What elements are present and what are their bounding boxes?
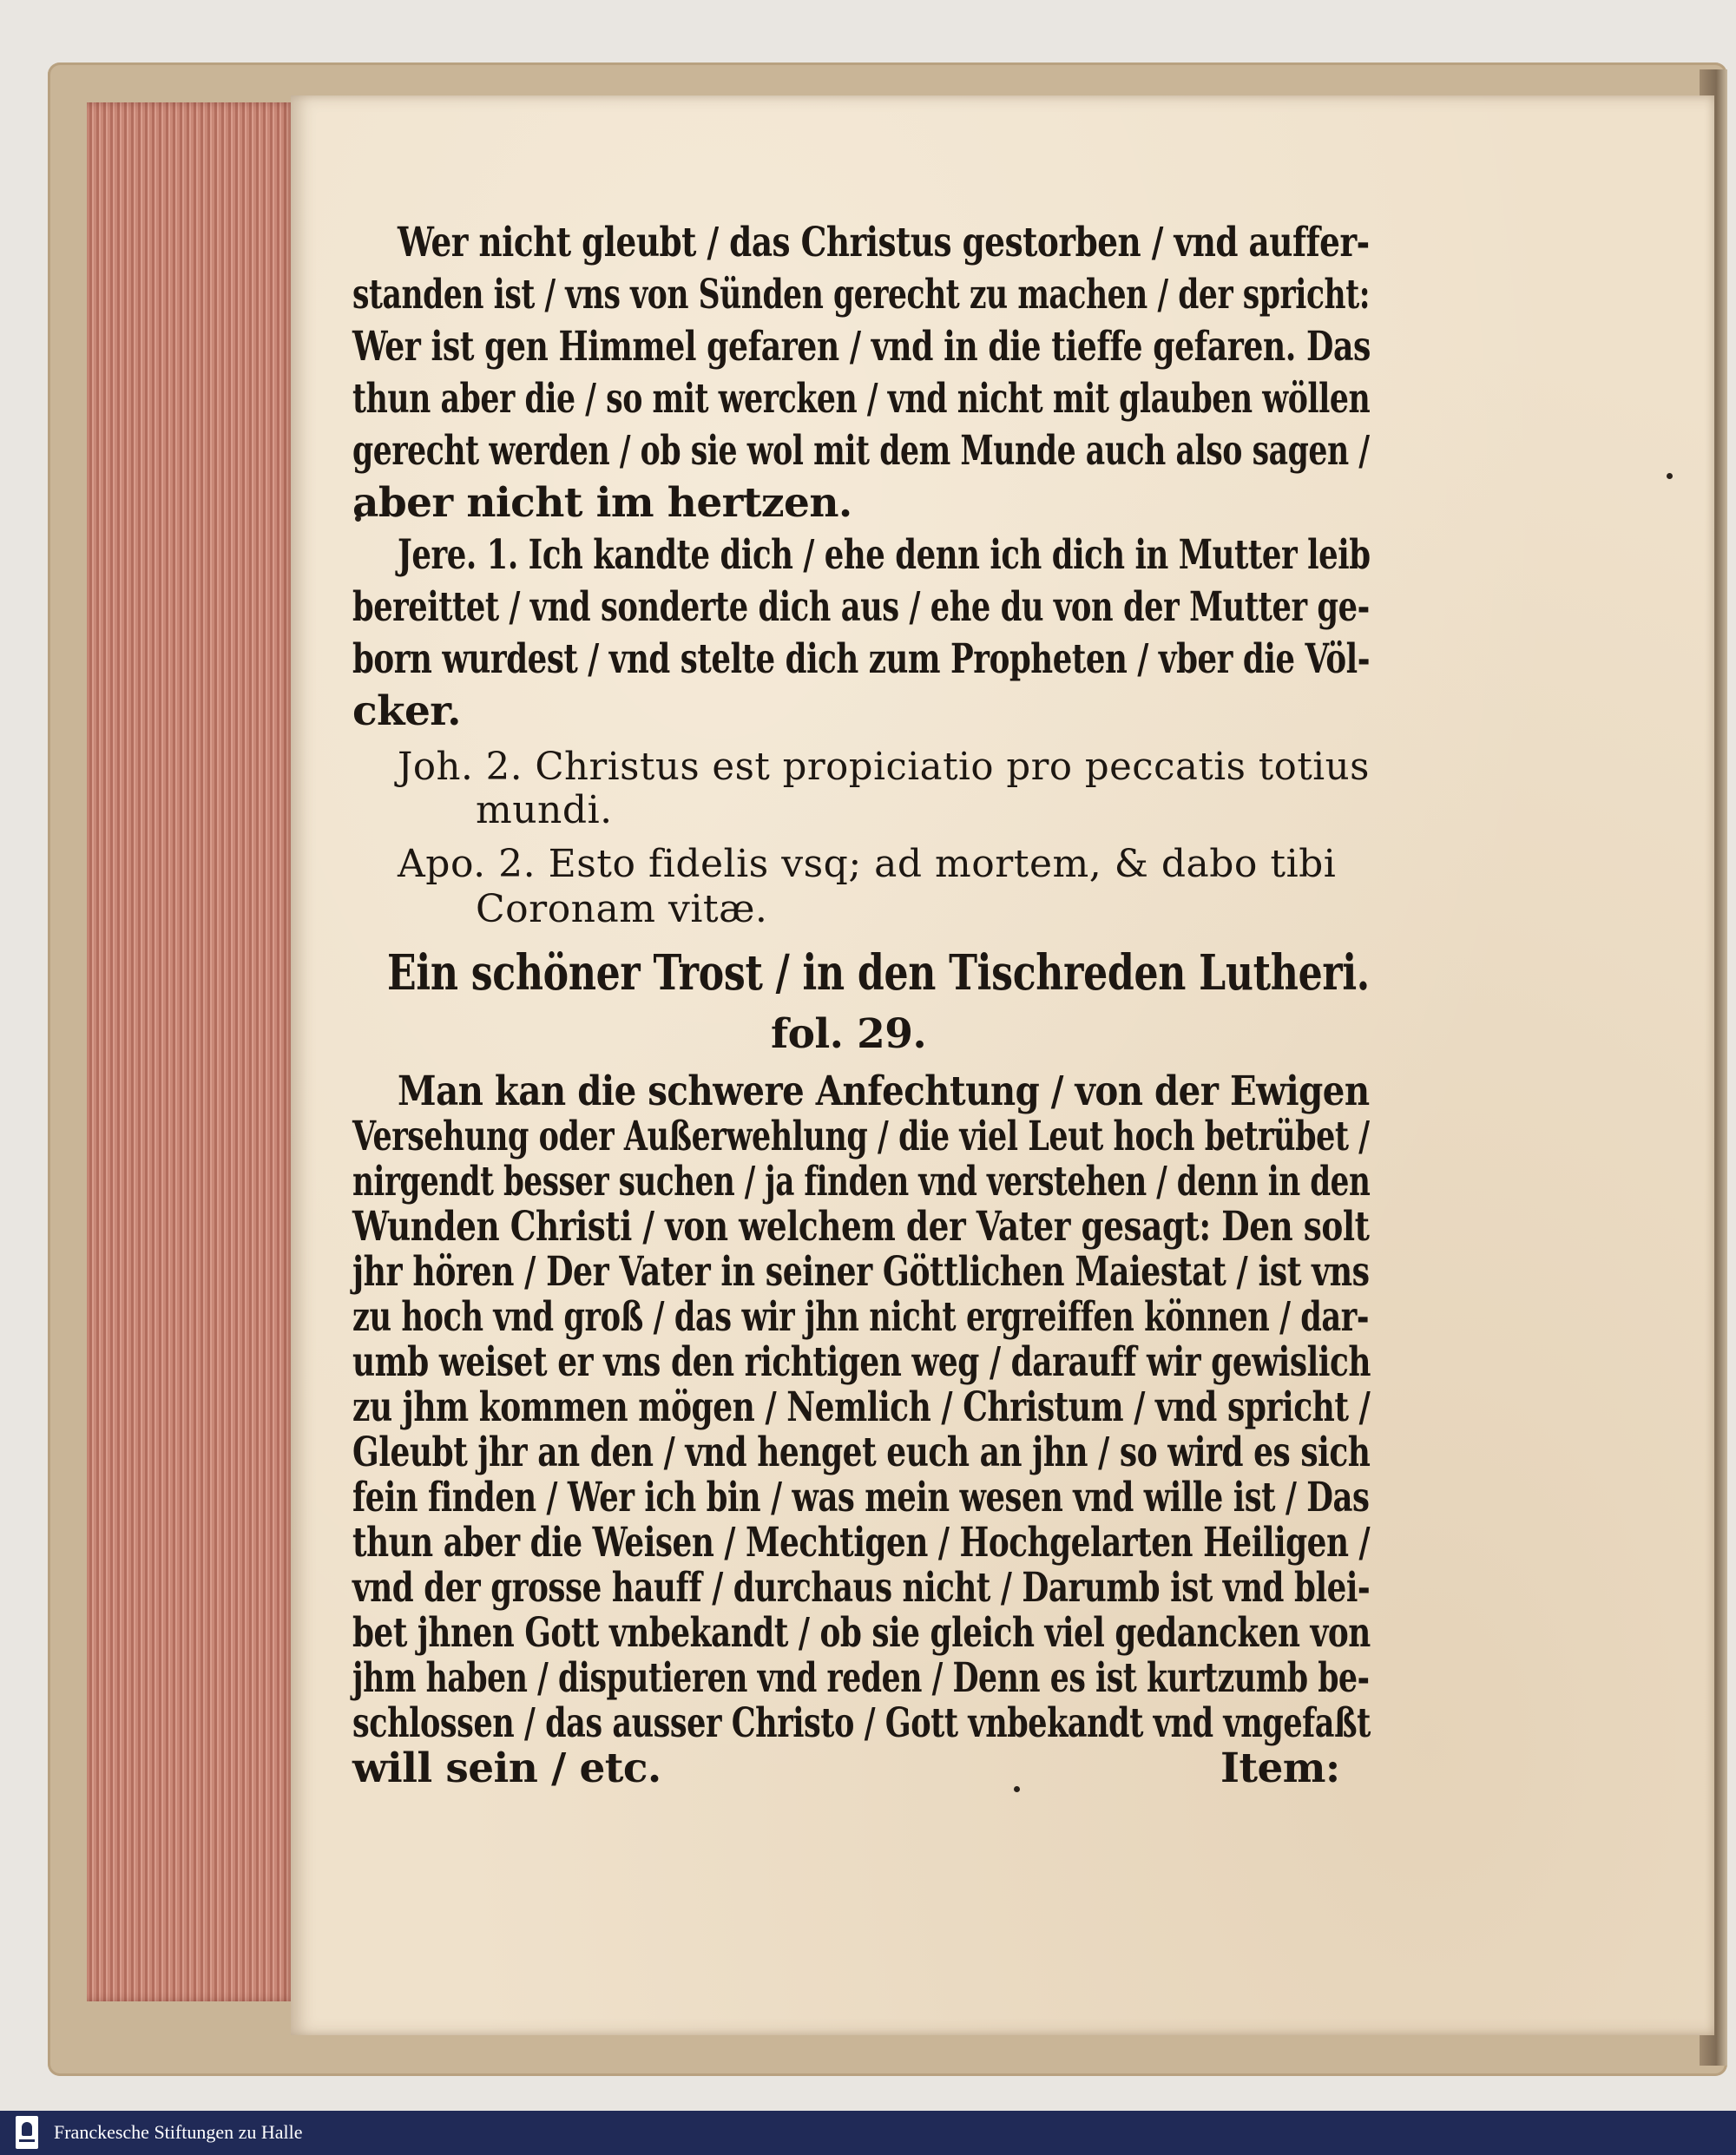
latin-line: mundi. [476,788,613,832]
text-line: Man kan die schwere Anfechtung / von der Ewigen [398,1068,1370,1115]
text-line: jhr hören / Der Vater in seiner Göttlichen Maiestat / ist vns [352,1248,1370,1296]
page-block-edge [87,102,295,2001]
text-line: thun aber die Weisen / Mechtigen / Hochgelarten Heiligen / [352,1519,1371,1567]
catchword: Item: [1220,1744,1340,1792]
text-line: Wunden Christi / von welchem der Vater gesagt: Den solt [352,1203,1370,1251]
text-line: Wer nicht gleubt / das Christus gestorben / vnd auffer- [398,219,1370,266]
text-line: aber nicht im hertzen. [352,479,852,527]
text-line: gerecht werden / ob sie wol mit dem Munde auch also sagen / [352,427,1370,475]
text-line: bereittet / vnd sonderte dich aus / ehe du von der Mutter ge- [352,583,1370,631]
text-line: Wer ist gen Himmel gefaren / vnd in die tieffe gefaren. Das [352,323,1371,371]
text-line: schlossen / das ausser Christo / Gott vnbekandt vnd vngefaßt [352,1699,1371,1747]
text-line: bet jhnen Gott vnbekandt / ob sie gleich viel gedancken von [352,1609,1371,1657]
text-line: zu hoch vnd groß / das wir jhn nicht ergreiffen können / dar- [352,1293,1369,1341]
text-line: Versehung oder Außerwehlung / die viel Leut hoch betrübet / [352,1113,1370,1160]
latin-line: Joh. 2. Christus est propiciatio pro peccatis totius [398,745,1370,789]
section-heading: Ein schöner Trost / in den Tischreden Lutheri. [387,944,1370,1002]
text-line: nirgendt besser suchen / ja finden vnd verstehen / denn in den [352,1158,1371,1206]
ink-speck [1667,473,1673,479]
text-line: zu jhm kommen mögen / Nemlich / Christum / vnd spricht / [352,1383,1371,1431]
text-line: thun aber die / so mit wercken / vnd nicht mit glauben wöllen [352,375,1371,423]
text-line: vnd der grosse hauff / durchaus nicht / Darumb ist vnd blei- [352,1564,1371,1612]
text-line: jhm haben / disputieren vnd reden / Denn es ist kurtzumb be- [352,1654,1370,1702]
text-line: umb weiset er vns den richtigen weg / darauff wir gewislich [352,1338,1371,1386]
text-line: standen ist / vns von Sünden gerecht zu machen / der spricht: [352,271,1371,319]
text-line: born wurdest / vnd stelte dich zum Propheten / vber die Völ- [352,635,1371,683]
footer-bar [0,2111,1736,2155]
text-line: fein finden / Wer ich bin / was mein wesen vnd wille ist / Das [352,1474,1370,1521]
text-line: Jere. 1. Ich kandte dich / ehe denn ich dich in Mutter leib [398,531,1371,579]
institution-logo-icon [16,2116,38,2149]
ink-speck [1014,1786,1020,1792]
text-line: will sein / etc. [352,1744,661,1792]
text-line: Gleubt jhr an den / vnd henget euch an jhn / so wird es sich [352,1429,1371,1476]
folio-reference: fol. 29. [771,1010,927,1058]
footer-institution: Franckesche Stiftungen zu Halle [54,2121,303,2143]
text-line: cker. [352,687,461,735]
latin-line: Apo. 2. Esto fidelis vsq; ad mortem, & dabo tibi [398,842,1337,886]
latin-line: Coronam vitæ. [476,887,768,931]
